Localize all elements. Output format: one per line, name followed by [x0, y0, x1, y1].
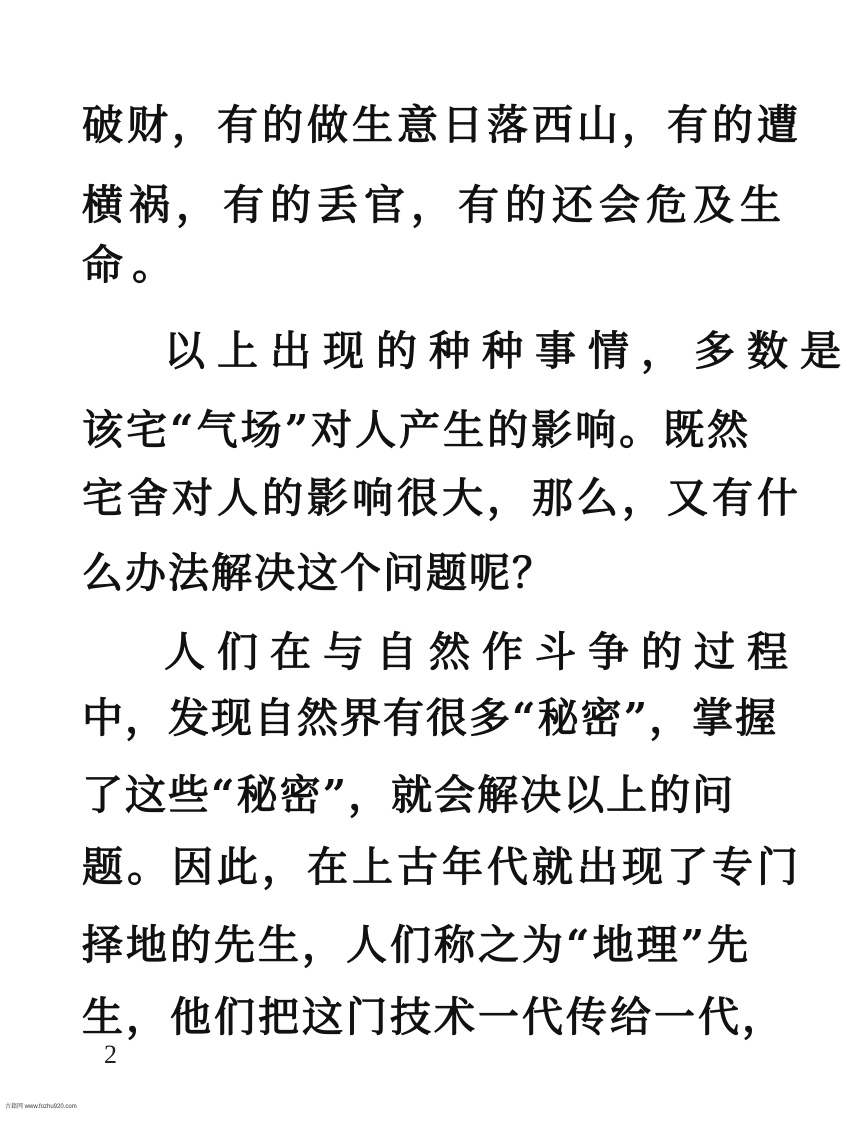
text-line-8: 人们在与自然作斗争的过程 — [164, 628, 800, 676]
text-line-9: 中，发现自然界有很多“秘密”，掌握 — [82, 694, 779, 742]
text-line-11: 题。因此，在上古年代就出现了专门 — [82, 843, 802, 891]
footer-site-text: 古籍网 www.fozhu920.com — [5, 1104, 77, 1110]
text-line-6: 宅舍对人的影响很大，那么，又有什 — [82, 474, 802, 522]
text-line-13: 生，他们把这门技术一代传给一代， — [82, 993, 786, 1041]
text-line-1: 破财，有的做生意日落西山，有的遭 — [82, 101, 802, 149]
text-line-2: 横祸，有的丢官，有的还会危及生 — [82, 181, 787, 229]
page-number: 2 — [104, 1040, 117, 1069]
text-line-10: 了这些“秘密”，就会解决以上的问 — [82, 771, 736, 819]
text-line-7: 么办法解决这个问题呢？ — [82, 549, 555, 597]
text-line-3: 命。 — [82, 241, 182, 289]
text-line-12: 择地的先生，人们称之为“地理”先 — [82, 921, 752, 969]
text-line-5: 该宅“气场”对人产生的影响。既然 — [82, 406, 752, 454]
text-line-4: 以上出现的种种事情，多数是 — [164, 327, 853, 375]
